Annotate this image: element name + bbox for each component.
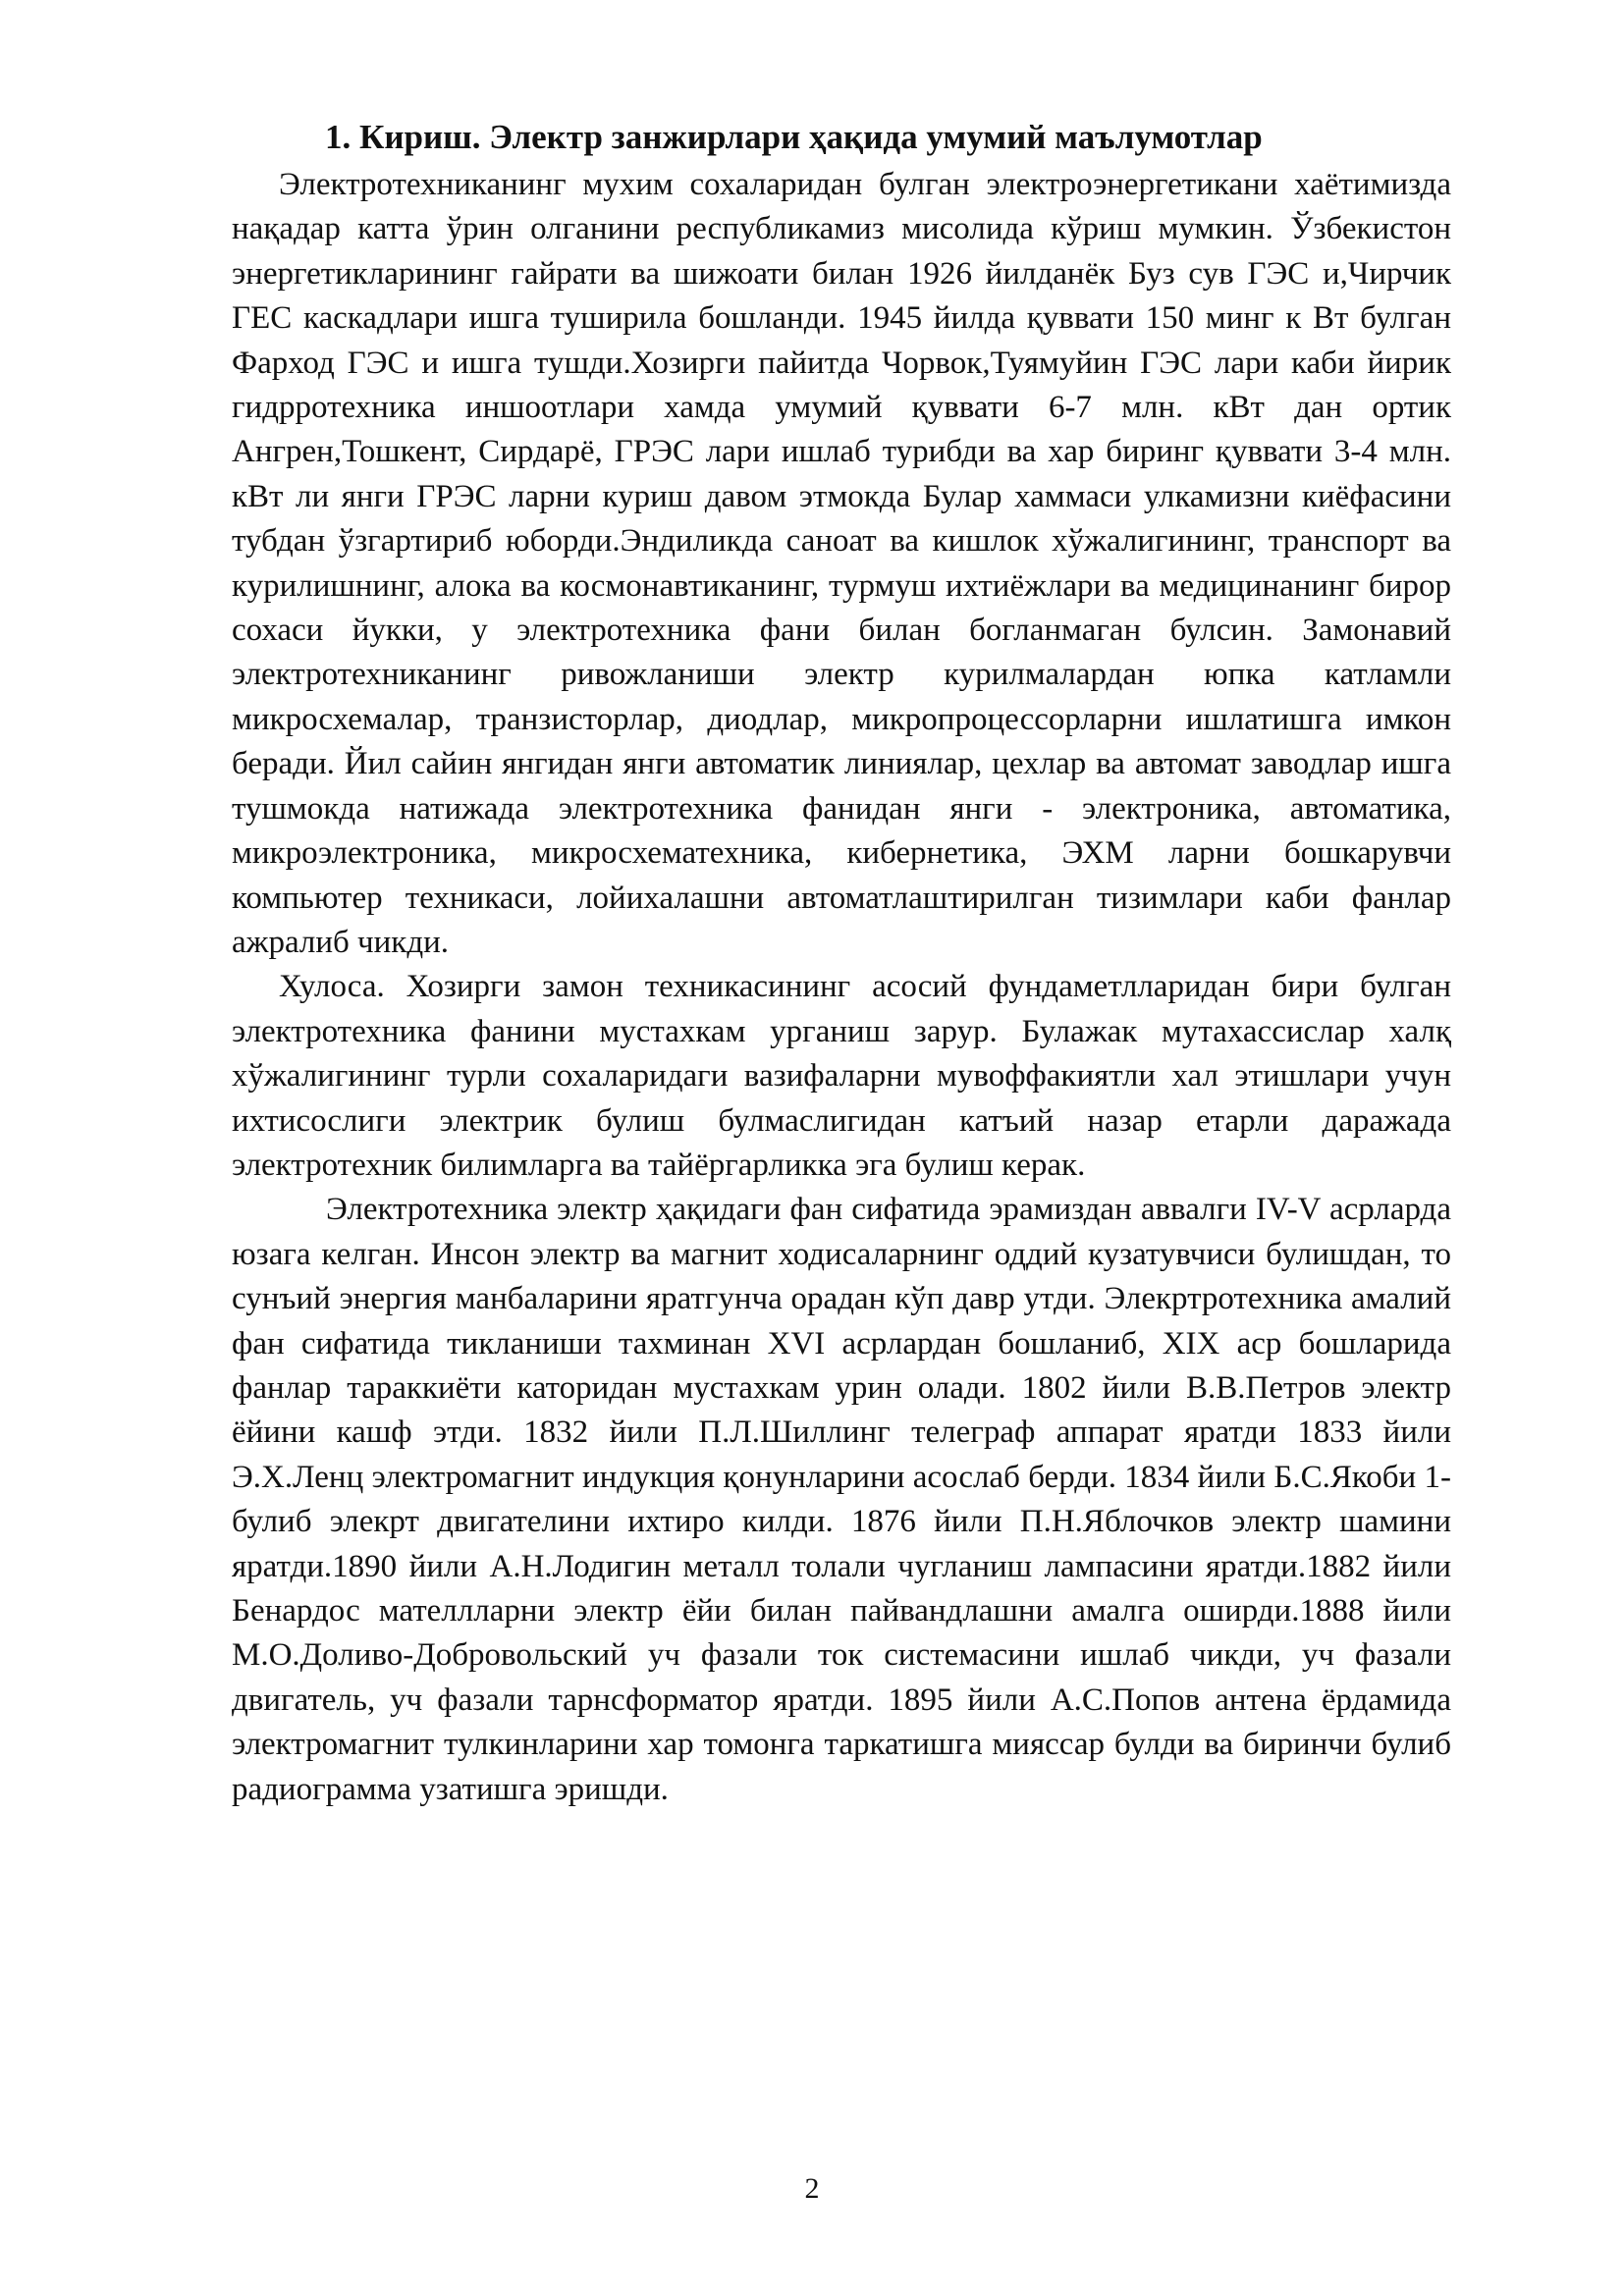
page-number: 2: [804, 2172, 820, 2205]
document-body: [232, 116, 1451, 1812]
section-heading: 1. Кириш. Электр занжирлари ҳақида умумий маълумотлар: [325, 118, 1263, 156]
paragraph-intro: Электротехниканинг мухим сохаларидан булган электроэнергетикани хаётимизда нақадар катта ўрин олганини республикамиз мисолида кўриш мумкин. Ўзбекистон энергетикларининг гайрати ва шижоати билан 1926 йилданёк Буз сув ГЭС и,Чирчик ГЕС каскадлари ишга туширила бошланди. 1945 йилда қуввати 150 минг к Вт булган Фарход ГЭС и ишга тушди.Хозирги пайитда Чорвок,Туямуйин ГЭС лари каби йирик гидрротехника иншоотлари хамда умумий қуввати 6-7 млн. кВт дан ортик Ангрен,Тошкент, Сирдарё, ГРЭС лари ишлаб турибди ва хар биринг қуввати 3-4 млн. кВт ли янги ГРЭС ларни куриш давом этмокда Булар хаммаси улкамизни киёфасини тубдан ўзгартириб юборди.Эндиликда саноат ва кишлок хўжалигининг, транспорт ва курилишнинг, алока ва космонавтиканинг, турмуш ихтиёжлари ва медицинанинг бирор сохаси йукки, у электротехника фани билан богланмаган булсин. Замонавий электротехниканинг ривожланиши электр курилмалардан юпка катламли микросхемалар, транзисторлар, диодлар, микропроцессорларни ишлатишга имкон беради. Йил сайин янгидан янги автоматик линиялар, цехлар ва автомат заводлар ишга тушмокда натижада электротехника фанидан янги - электроника, автоматика, микроэлектроника, микросхематехника, кибернетика, ЭХМ ларни бошкарувчи компьютер техникаси, лойихалашни автоматлаштирилган тизимлари каби фанлар ажралиб чикди.: [232, 167, 1451, 960]
paragraph-history: Электротехника электр ҳақидаги фан сифатида эрамиздан аввалги IV-V асрларда юзага келган. Инсон электр ва магнит ходисаларнинг оддий кузатувчиси булишдан, то сунъий энергия манбаларини яратгунча орадан кўп давр утди. Элекртротехника амалий фан сифатида тикланиши тахминан XVI асрлардан бошланиб, XIX аср бошларида фанлар тараккиёти каторидан мустахкам урин олади. 1802 йили В.В.Петров электр ёйини кашф этди. 1832 йили П.Л.Шиллинг телеграф аппарат яратди 1833 йили Э.Х.Ленц электромагнит индукция қонунларини асослаб берди. 1834 йили Б.С.Якоби 1- булиб элекрт двигателини ихтиро килди. 1876 йили П.Н.Яблочков электр шамини яратди.1890 йили А.Н.Лодигин металл толали чугланиш лампасини яратди.1882 йили Бенардос мателлларни электр ёйи билан пайвандлашни амалга оширди.1888 йили М.О.Доливо-Добровольский уч фазали ток системасини ишлаб чикди, уч фазали двигатель, уч фазали тарнсформатор яратди. 1895 йили А.С.Попов антена ёрдамида электромагнит тулкинларини хар томонга таркатишга мияссар булди ва биринчи булиб радиограмма узатишга эришди.: [232, 1192, 1451, 1807]
paragraph-conclusion: Хулоса. Хозирги замон техникасининг асосий фундаметлларидан бири булган электротехника фанини мустахкам урганиш зарур. Булажак мутахассислар халқ хўжалигининг турли сохаларидаги вазифаларни мувоффакиятли хал этишлари учун ихтисослиги электрик булиш булмаслигидан катъий назар етарли даражада электротехник билимларга ва тайёргарликка эга булиш керак.: [232, 969, 1451, 1183]
